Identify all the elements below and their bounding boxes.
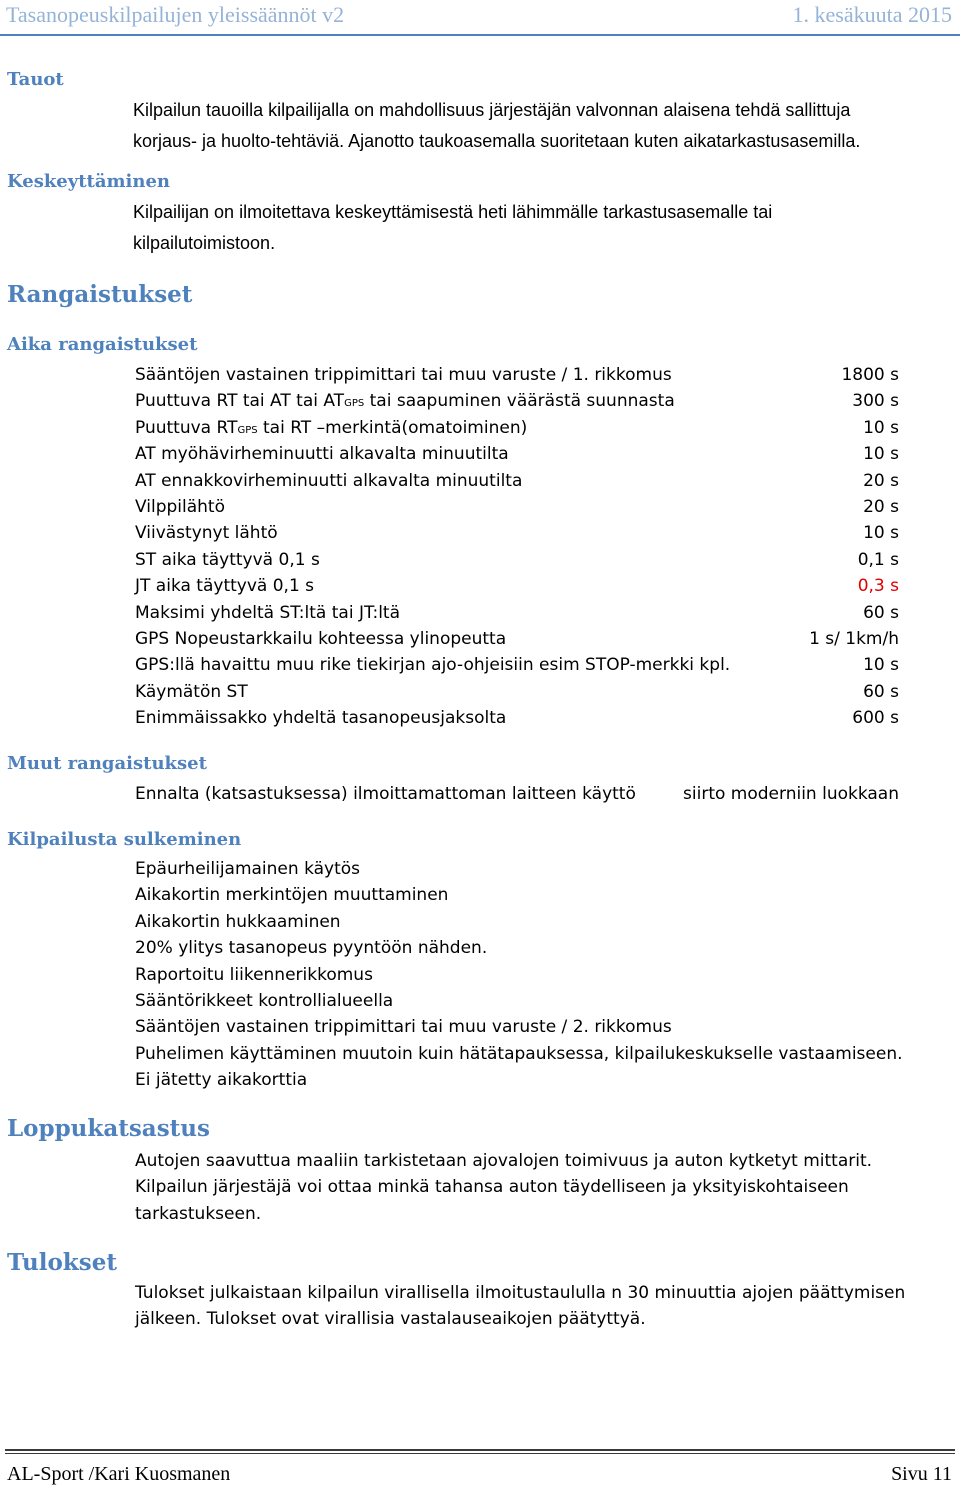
loppukatsastus-text bbox=[135, 1148, 935, 1227]
penalty-label: JT aika täyttyvä 0,1 s bbox=[135, 576, 315, 597]
header-divider bbox=[0, 34, 960, 36]
penalty-value: 300 s bbox=[852, 391, 899, 412]
keskeyttaminen-text bbox=[133, 197, 933, 259]
penalty-label: GPS Nopeustarkkailu kohteessa ylinopeutta bbox=[135, 628, 507, 649]
keskeyttaminen-line-2: kilpailutoimistoon. bbox=[133, 233, 276, 253]
penalty-row bbox=[135, 388, 935, 414]
penalty-row bbox=[135, 600, 935, 626]
document-date: 1. kesäkuuta 2015 bbox=[792, 2, 952, 27]
heading-rangaistukset: Rangaistukset bbox=[7, 281, 193, 308]
penalty-row bbox=[135, 705, 935, 731]
penalty-label: Viivästynyt lähtö bbox=[135, 523, 278, 544]
document-title: Tasanopeuskilpailujen yleissäännöt v2 bbox=[6, 2, 345, 27]
penalty-value: 1800 s bbox=[841, 365, 899, 385]
penalty-label: AT ennakkovirheminuutti alkavalta minuutilta bbox=[135, 470, 523, 491]
penalty-label: ST aika täyttyvä 0,1 s bbox=[135, 549, 320, 570]
penalty-label-part: tai saapuminen väärästä suunnasta bbox=[364, 391, 675, 412]
penalty-value: 20 s bbox=[863, 496, 899, 517]
tulokset-text bbox=[135, 1280, 935, 1333]
footer-divider bbox=[5, 1449, 955, 1451]
loppukatsastus-line-1: Autojen saavuttua maaliin tarkistetaan ajovalojen toimivuus ja auton kytketyt mittarit. bbox=[135, 1151, 873, 1171]
other-penalties bbox=[135, 781, 935, 807]
footer-author: AL-Sport /Kari Kuosmanen bbox=[7, 1463, 231, 1485]
penalty-row bbox=[135, 781, 935, 807]
page-header bbox=[0, 2, 960, 28]
penalty-label-subscript: GPS bbox=[237, 424, 258, 436]
keskeyttaminen-line-1: Kilpailijan on ilmoitettava keskeyttämisestä heti lähimmälle tarkastusasemalle tai bbox=[133, 202, 773, 222]
heading-tulokset: Tulokset bbox=[7, 1249, 117, 1276]
penalty-label bbox=[135, 415, 527, 444]
list-item: Aikakortin hukkaaminen bbox=[135, 911, 341, 932]
heading-tauot: Tauot bbox=[7, 69, 64, 90]
penalty-value: 10 s bbox=[863, 444, 899, 465]
penalty-row bbox=[135, 494, 935, 520]
penalty-row bbox=[135, 679, 935, 705]
penalty-row bbox=[135, 520, 935, 546]
list-item: Aikakortin merkintöjen muuttaminen bbox=[135, 885, 449, 906]
penalty-value: 20 s bbox=[863, 470, 899, 491]
time-penalties-list bbox=[135, 362, 935, 731]
footer-divider-thin bbox=[5, 1453, 955, 1454]
penalty-label: AT myöhävirheminuutti alkavalta minuutilta bbox=[135, 444, 509, 465]
penalty-label: Ennalta (katsastuksessa) ilmoittamattoman laitteen käyttö bbox=[135, 784, 636, 804]
tauot-line-2: korjaus- ja huolto-tehtäviä. Ajanotto taukoasemalla suoritetaan kuten aikatarkastusasemilla. bbox=[133, 131, 861, 151]
penalty-row bbox=[135, 652, 935, 678]
penalty-row bbox=[135, 441, 935, 467]
list-item: Raportoitu liikennerikkomus bbox=[135, 964, 373, 985]
loppukatsastus-line-3: tarkastukseen. bbox=[135, 1203, 262, 1224]
penalty-label: Sääntöjen vastainen trippimittari tai muu varuste / 1. rikkomus bbox=[135, 365, 672, 385]
penalty-value: siirto moderniin luokkaan bbox=[683, 784, 899, 804]
penalty-value-highlighted: 0,3 s bbox=[857, 576, 899, 597]
list-item: Sääntörikkeet kontrollialueella bbox=[135, 991, 394, 1012]
penalty-label: Vilppilähtö bbox=[135, 496, 225, 517]
penalty-row bbox=[135, 362, 935, 388]
penalty-value: 10 s bbox=[863, 417, 899, 438]
disqualification-list bbox=[135, 856, 935, 1094]
penalty-label-part: Puuttuva RT tai AT tai AT bbox=[135, 391, 345, 412]
penalty-label: Maksimi yhdeltä ST:ltä tai JT:ltä bbox=[135, 602, 401, 623]
tulokset-line-2: jälkeen. Tulokset ovat virallisia vastalauseaikojen päätyttyä. bbox=[135, 1309, 646, 1330]
penalty-value: 60 s bbox=[863, 602, 899, 623]
penalty-value: 10 s bbox=[863, 655, 899, 676]
penalty-value: 600 s bbox=[852, 708, 899, 729]
list-item: Sääntöjen vastainen trippimittari tai muu varuste / 2. rikkomus bbox=[135, 1017, 672, 1038]
heading-loppukatsastus: Loppukatsastus bbox=[7, 1115, 210, 1142]
list-item: Epäurheilijamainen käytös bbox=[135, 859, 361, 879]
penalty-row bbox=[135, 573, 935, 599]
heading-aika-rangaistukset: Aika rangaistukset bbox=[7, 334, 198, 355]
penalty-label-part: Puuttuva RT bbox=[135, 417, 238, 438]
list-item: Puhelimen käyttäminen muutoin kuin hätätapauksessa, kilpailukeskukselle vastaamiseen. bbox=[135, 1043, 903, 1064]
list-item: 20% ylitys tasanopeus pyyntöön nähden. bbox=[135, 938, 488, 959]
penalty-label bbox=[135, 388, 675, 417]
tauot-line-1: Kilpailun tauoilla kilpailijalla on mahdollisuus järjestäjän valvonnan alaisena tehdä sallittuja bbox=[133, 100, 851, 120]
penalty-label-subscript: GPS bbox=[344, 398, 365, 410]
penalty-value: 0,1 s bbox=[857, 549, 899, 570]
penalty-label: GPS:llä havaittu muu rike tiekirjan ajo-ohjeisiin esim STOP-merkki kpl. bbox=[135, 655, 731, 676]
penalty-label-part: tai RT –merkintä(omatoiminen) bbox=[257, 417, 528, 438]
penalty-label: Enimmäissakko yhdeltä tasanopeusjaksolta bbox=[135, 708, 507, 729]
penalty-value: 1 s/ 1km/h bbox=[809, 628, 899, 649]
penalty-value: 60 s bbox=[863, 681, 899, 702]
heading-kilpailusta-sulkeminen: Kilpailusta sulkeminen bbox=[7, 829, 242, 850]
penalty-value: 10 s bbox=[863, 523, 899, 544]
tulokset-line-1: Tulokset julkaistaan kilpailun virallisella ilmoitustaululla n 30 minuuttia ajojen päättymisen bbox=[135, 1283, 906, 1303]
penalty-row bbox=[135, 468, 935, 494]
loppukatsastus-line-2: Kilpailun järjestäjä voi ottaa minkä tahansa auton täydelliseen ja yksityiskohtaiseen bbox=[135, 1177, 849, 1198]
heading-keskeyttaminen: Keskeyttäminen bbox=[7, 171, 171, 192]
heading-muut-rangaistukset: Muut rangaistukset bbox=[7, 753, 207, 774]
penalty-row bbox=[135, 626, 935, 652]
penalty-row bbox=[135, 415, 935, 441]
tauot-text bbox=[133, 95, 933, 157]
footer-page-number: Sivu 11 bbox=[891, 1463, 952, 1485]
list-item: Ei jätetty aikakorttia bbox=[135, 1070, 308, 1091]
penalty-label: Käymätön ST bbox=[135, 681, 248, 702]
penalty-row bbox=[135, 547, 935, 573]
